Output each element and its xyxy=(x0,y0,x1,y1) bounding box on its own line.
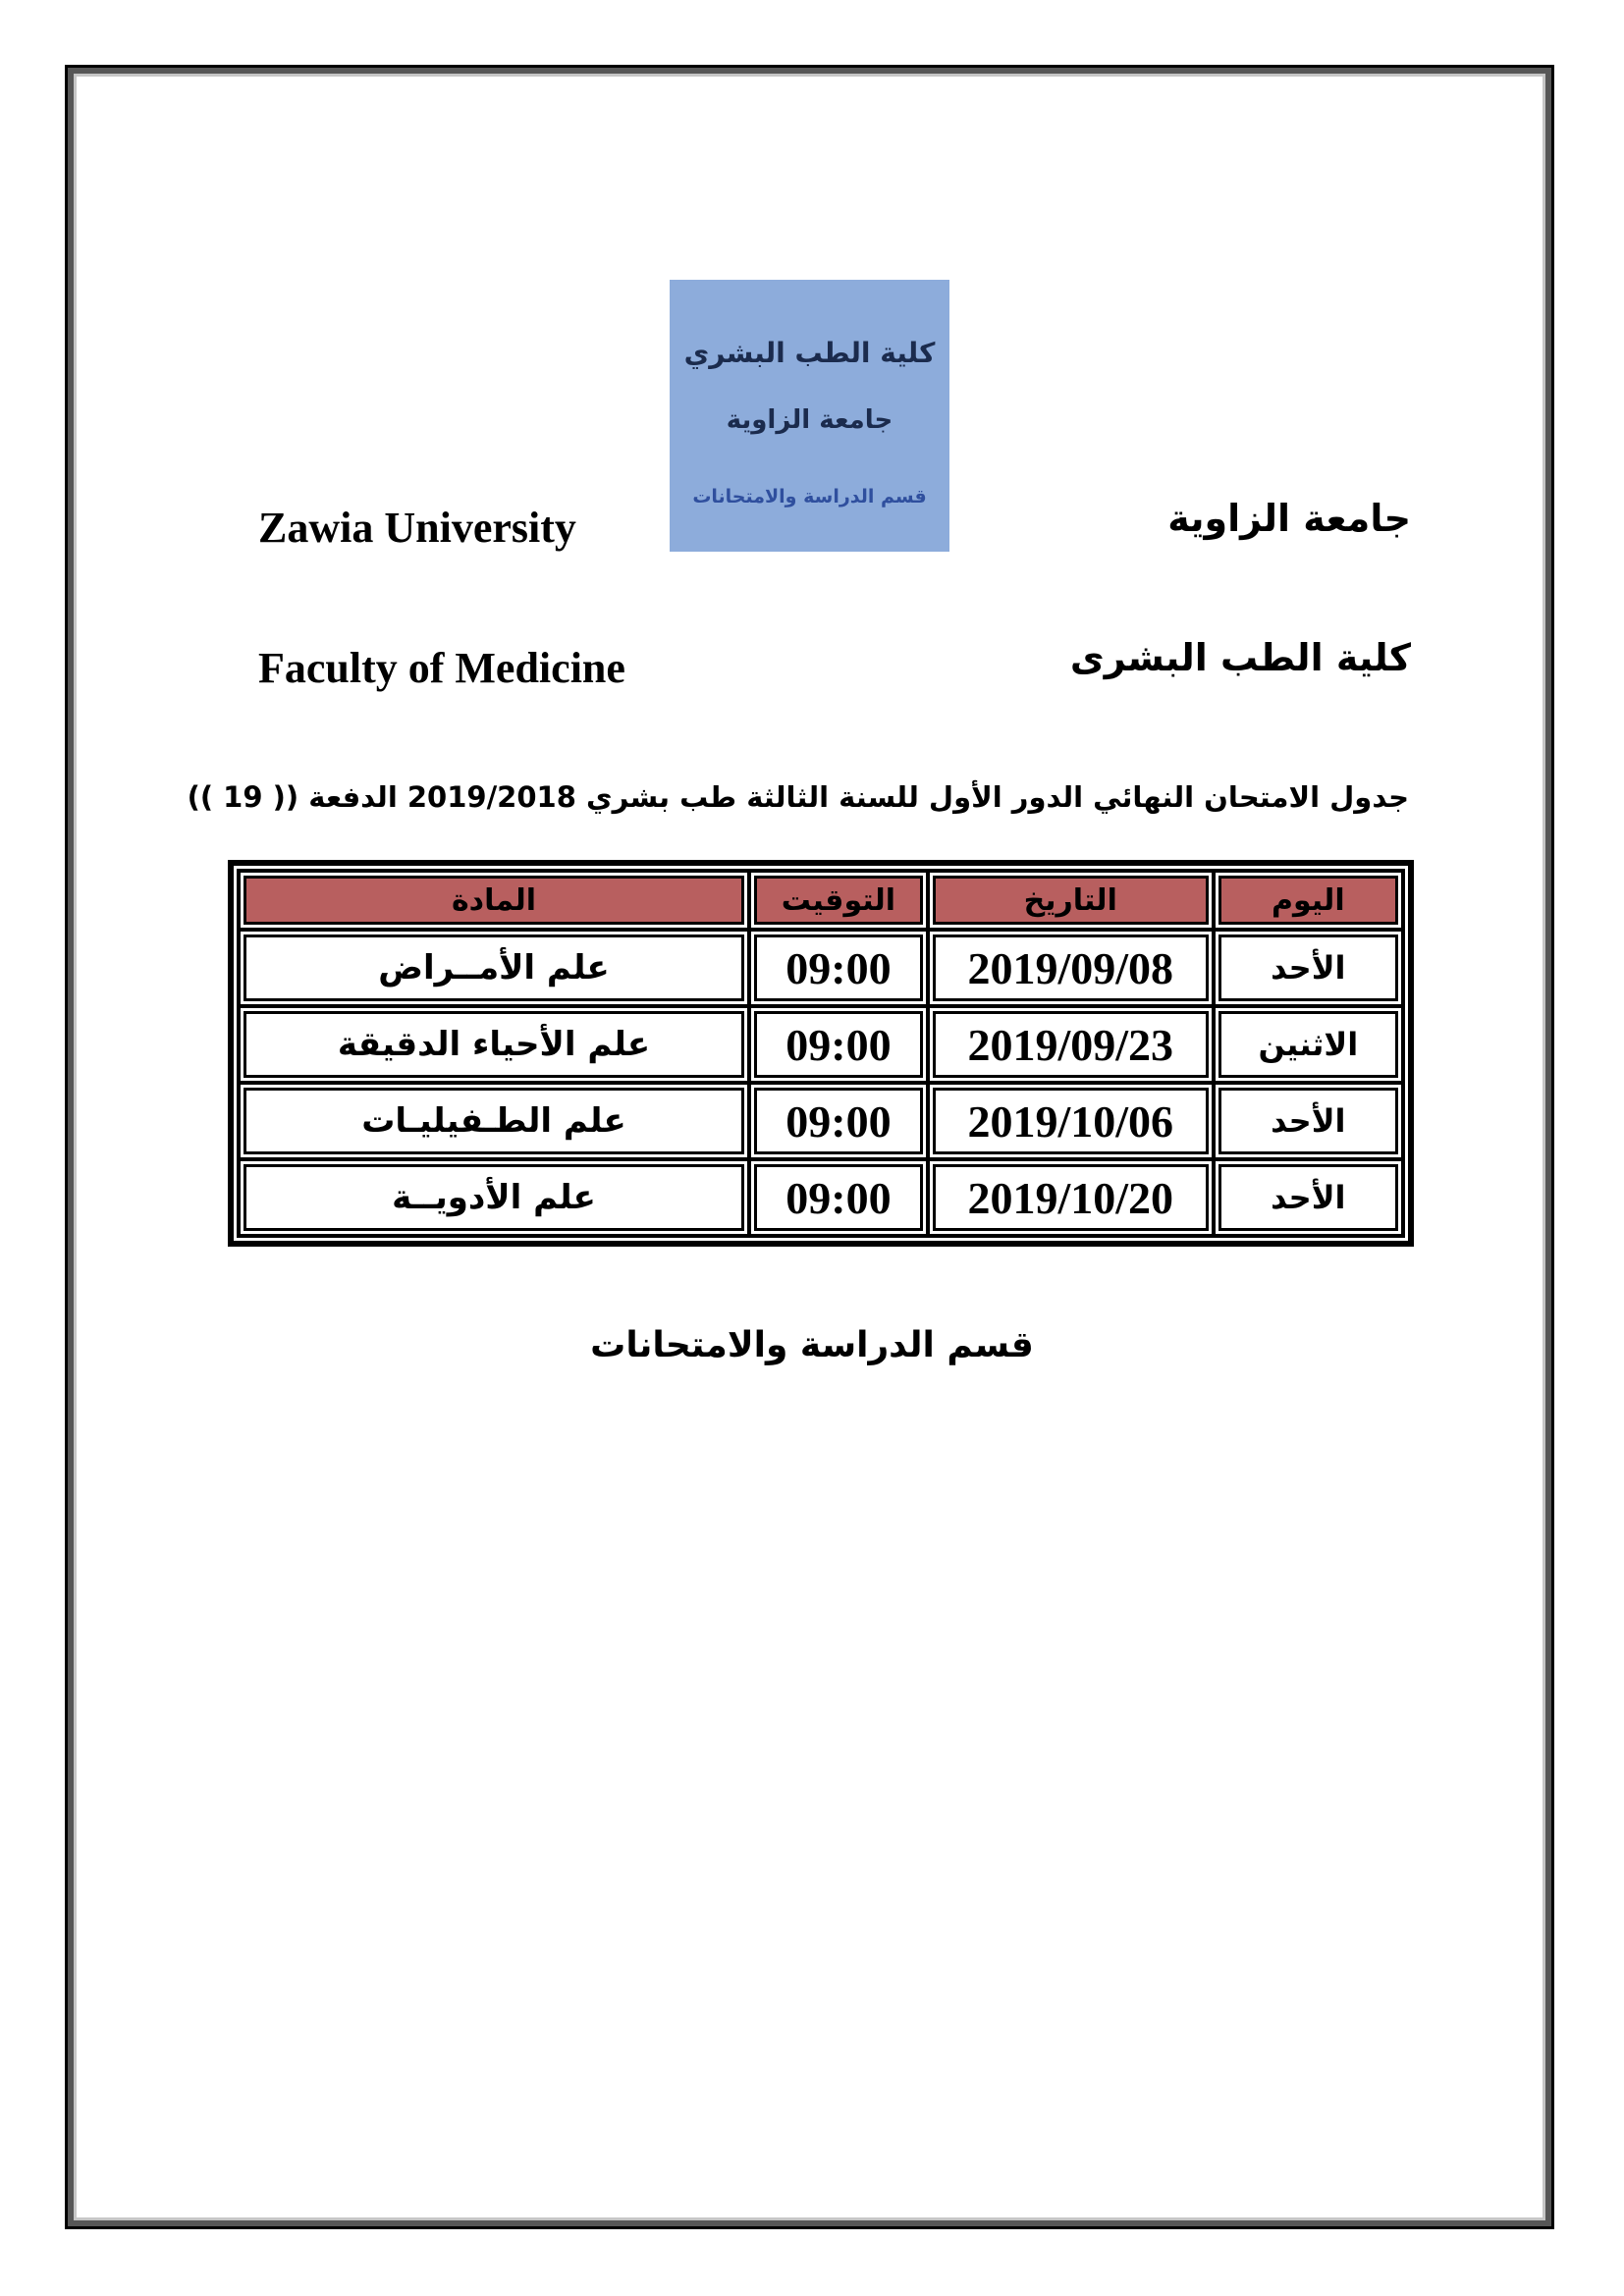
date-cell: 2019/09/23 xyxy=(933,1011,1209,1078)
exam-schedule-table xyxy=(228,860,1414,1247)
column-header-day: اليوم xyxy=(1218,876,1398,925)
subject-cell: علم الطـفيليـات xyxy=(244,1088,744,1154)
subject-cell: علم الأمــراض xyxy=(244,934,744,1001)
day-cell: الاثنين xyxy=(1218,1011,1398,1078)
day-cell: الأحد xyxy=(1218,934,1398,1001)
column-header-time: التوقيت xyxy=(754,876,923,925)
table-row xyxy=(244,934,1398,1001)
logo-faculty-name: كلية الطب البشري xyxy=(683,337,936,369)
column-header-subject: المادة xyxy=(244,876,744,925)
date-cell: 2019/10/06 xyxy=(933,1088,1209,1154)
faculty-logo xyxy=(670,280,949,552)
table-row xyxy=(244,1164,1398,1231)
date-cell: 2019/09/08 xyxy=(933,934,1209,1001)
time-cell: 09:00 xyxy=(754,1164,923,1231)
subject-cell: علم الأحياء الدقيقة xyxy=(244,1011,744,1078)
day-cell: الأحد xyxy=(1218,1088,1398,1154)
time-cell: 09:00 xyxy=(754,934,923,1001)
schedule-title: جدول الامتحان النهائي الدور الأول للسنة الثالثة طب بشري 2019/2018 الدفعة (( 19 )) xyxy=(187,780,1409,814)
time-cell: 09:00 xyxy=(754,1011,923,1078)
faculty-name-arabic: كلية الطب البشرى xyxy=(1069,636,1411,679)
column-header-date: التاريخ xyxy=(933,876,1209,925)
table-row xyxy=(244,1088,1398,1154)
subject-cell: علم الأدويــة xyxy=(244,1164,744,1231)
time-cell: 09:00 xyxy=(754,1088,923,1154)
table-header-row xyxy=(244,876,1398,925)
logo-department-name: قسم الدراسة والامتحانات xyxy=(692,486,927,507)
day-cell: الأحد xyxy=(1218,1164,1398,1231)
university-name-arabic: جامعة الزاوية xyxy=(1167,497,1411,540)
department-signature: قسم الدراسة والامتحانات xyxy=(590,1325,1034,1365)
faculty-name-english: Faculty of Medicine xyxy=(258,644,625,692)
date-cell: 2019/10/20 xyxy=(933,1164,1209,1231)
logo-university-name: جامعة الزاوية xyxy=(726,405,893,435)
university-name-english: Zawia University xyxy=(258,504,576,552)
table-row xyxy=(244,1011,1398,1078)
